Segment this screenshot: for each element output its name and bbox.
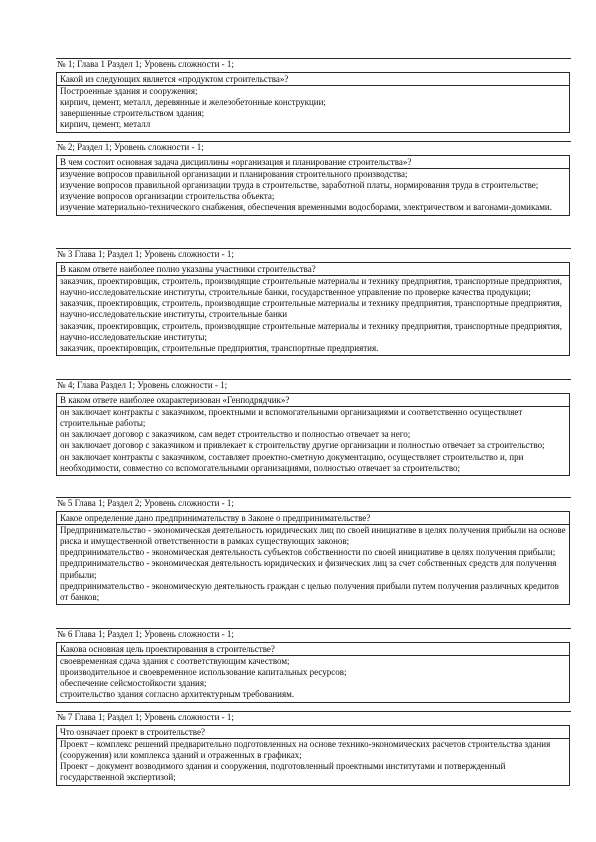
answer-option: предпринимательство - экономическая деятельность юридических и физических лиц за счет собственных средств для получения прибыли; [60,558,557,580]
answer-option: Предпринимательство - экономическая деятельность юридических лиц по своей инициативе в целях получения прибыли на основе риска и имущественной ответственности в рамках существующих законов; [60,524,566,546]
question-box [56,155,570,216]
question-box [56,511,570,606]
question-box [56,725,570,786]
answer-option: он заключает договор с заказчиком и привлекает к строительству другие организации и полностью отвечает за строительство; [60,440,545,451]
question-header: № 2; Раздел 1; Уровень сложности - 1; [56,141,571,154]
answer-option: он заключает договор с заказчиком, сам ведет строительство и полностью отвечает за него; [60,429,411,440]
question-block-6 [56,628,570,703]
question-box [56,393,570,476]
question-block-1 [56,58,570,133]
question-header: № 4; Глава Раздел 1; Уровень сложности - 1; [56,379,571,392]
answer-option: производительное и своевременное использование капитальных ресурсов; [60,666,347,677]
question-text: В каком ответе наиболее полно указаны участники строительства? [57,264,569,276]
answer-option: кирпич, цемент, металл [60,119,151,130]
answer-option: Проект – документ возводимого здания и сооружения, подготовленный проектными институтами и потвержденный государственной экспертизой; [60,761,506,783]
question-header: № 6 Глава 1; Раздел 1; Уровень сложности - 1; [56,628,571,641]
question-box [56,262,570,357]
answer-option: предпринимательство - экономическая деятельность субъектов собственности по своей инициативе в целях получения прибыли; [60,547,556,558]
answer-option: он заключает контракты с заказчиком, проектными и вспомогательными организациями и соответственно осуществляет строительные работы; [60,406,523,428]
answer-option: изучение вопросов правильной организации труда в строительстве, заработной платы, нормирования труда в строительстве; [60,179,539,190]
answer-option: заказчик, проектировщик, строительные предприятия, транспортные предприятия. [60,342,379,353]
question-header: № 3 Глава 1; Раздел 1; Уровень сложности - 1; [56,248,571,261]
question-header: № 1; Глава 1 Раздел 1; Уровень сложности - 1; [56,58,571,71]
answer-option: изучение материально-технического снабжения, обеспечения временными водосборами, электричеством и вагонами-домиками. [60,202,552,213]
question-text: Что означает проект в строительстве? [57,727,569,739]
answer-option: заказчик, проектировщик, строитель, производящие строительные материалы и технику предприятия, транспортные предприятия, научно-исследовательские институты, строительные банки [60,298,563,320]
question-text: В каком ответе наиболее охарактеризован «Генподрядчик»? [57,395,569,407]
answer-option: строительство здания согласно архитектурным требованиям. [60,689,295,700]
question-text: Какой из следующих является «продуктом строительства»? [57,74,569,86]
question-block-4 [56,379,570,476]
question-text: Какое определение дано предпринимательству в Законе о предпринимательстве? [57,513,569,525]
question-block-3 [56,248,570,356]
answer-option: предпринимательство - экономическую деятельность граждан с целью получения прибыли путем получения различных кредитов от банков; [60,580,559,602]
answer-option: Построенные здания и сооружения; [60,85,198,96]
answer-option: завершенные строительством здания; [60,108,205,119]
question-box [56,642,570,703]
question-block-5 [56,497,570,605]
answer-option: кирпич, цемент, металл, деревянные и железобетонные конструкции; [60,96,326,107]
question-box [56,72,570,133]
answer-option: Проект – комплекс решений предварительно подготовленных на основе технико-экономических расчетов строительства здания (сооружения) или комплекса зданий и отраженных в графиках; [60,738,551,760]
question-block-2 [56,141,570,216]
question-text: В чем состоит основная задача дисциплины «организация и планирование строительства»? [57,157,569,169]
question-block-7 [56,711,570,786]
answer-option: изучение вопросов правильной организации и планирования строительного производства; [60,168,408,179]
answer-option: заказчик, проектировщик, строитель, производящие строительные материалы и технику предприятия, транспортные предприятия, научно-исследовательские институты, строительные банки, государственное управление по проверке качества продукции; [60,275,563,297]
answer-option: обеспечение сейсмостойкости здания; [60,678,207,689]
question-text: Какова основная цель проектирования в строительстве? [57,644,569,656]
answer-option: заказчик, проектировщик, строитель, производящие строительные материалы и технику предприятия, транспортные предприятия, научно-исследовательские институты; [60,320,563,342]
answer-option: изучение вопросов организации строительства объекта; [60,191,275,202]
answer-option: он заключает контракты с заказчиком, составляет проектно-сметную документацию, осуществляет строительство и, при необходимости, совместно со вспомогательными организациями, полностью отвечает за строительство; [60,451,524,473]
question-header: № 7 Глава 1; Раздел 1; Уровень сложности - 1; [56,711,571,724]
answer-option: своевременная сдача здания с соответствующим качеством; [60,655,290,666]
question-header: № 5 Глава 1; Раздел 2; Уровень сложности - 1; [56,497,571,510]
